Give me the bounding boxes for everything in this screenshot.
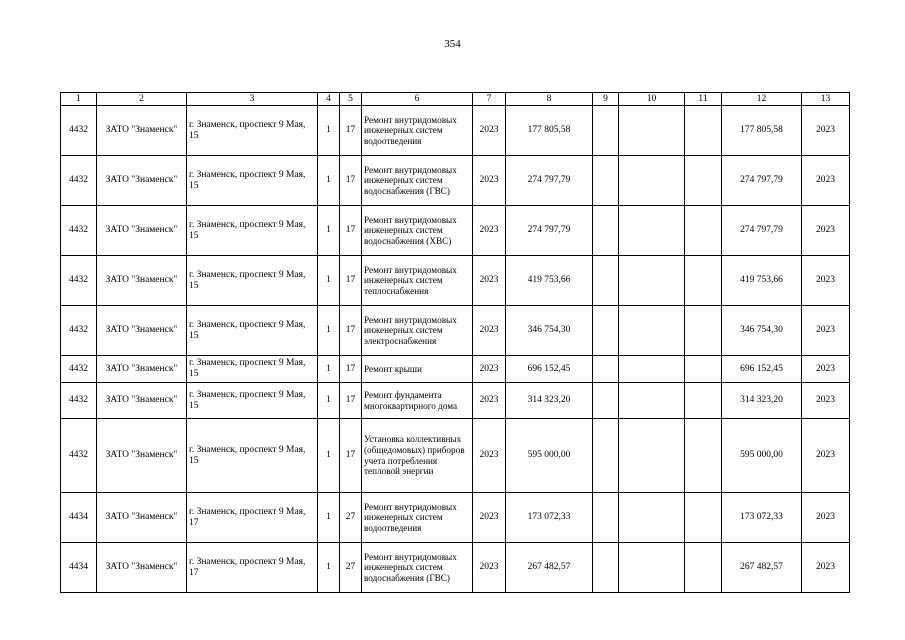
fund-cost: 346 754,30 bbox=[722, 306, 802, 356]
col4-value: 1 bbox=[318, 106, 340, 156]
col5-value: 17 bbox=[340, 256, 362, 306]
col11-value bbox=[685, 356, 722, 383]
year: 2023 bbox=[473, 543, 506, 593]
col5-value: 27 bbox=[340, 543, 362, 593]
column-header: 8 bbox=[506, 93, 593, 106]
col4-value: 1 bbox=[318, 356, 340, 383]
col9-value bbox=[593, 356, 619, 383]
column-header: 3 bbox=[187, 93, 318, 106]
col10-value bbox=[619, 156, 685, 206]
completion-year: 2023 bbox=[802, 493, 850, 543]
municipality: ЗАТО "Знаменск" bbox=[97, 543, 187, 593]
address: г. Знаменск, проспект 9 Мая, 15 bbox=[187, 419, 318, 493]
municipality: ЗАТО "Знаменск" bbox=[97, 383, 187, 419]
col5-value: 17 bbox=[340, 106, 362, 156]
col9-value bbox=[593, 306, 619, 356]
completion-year: 2023 bbox=[802, 256, 850, 306]
address: г. Знаменск, проспект 9 Мая, 15 bbox=[187, 206, 318, 256]
municipality: ЗАТО "Знаменск" bbox=[97, 356, 187, 383]
col11-value bbox=[685, 256, 722, 306]
fund-cost: 173 072,33 bbox=[722, 493, 802, 543]
work-type: Установка коллективных (общедомовых) приборов учета потребления тепловой энергии bbox=[362, 419, 473, 493]
page-number: 354 bbox=[444, 38, 461, 50]
repair-registry-table bbox=[60, 92, 850, 593]
col9-value bbox=[593, 106, 619, 156]
col9-value bbox=[593, 493, 619, 543]
year: 2023 bbox=[473, 106, 506, 156]
col5-value: 17 bbox=[340, 306, 362, 356]
work-type: Ремонт внутридомовых инженерных систем водоснабжения (ГВС) bbox=[362, 543, 473, 593]
col5-value: 17 bbox=[340, 206, 362, 256]
house-id: 4432 bbox=[61, 256, 97, 306]
year: 2023 bbox=[473, 356, 506, 383]
col4-value: 1 bbox=[318, 543, 340, 593]
completion-year: 2023 bbox=[802, 106, 850, 156]
fund-cost: 419 753,66 bbox=[722, 256, 802, 306]
municipality: ЗАТО "Знаменск" bbox=[97, 493, 187, 543]
column-header: 4 bbox=[318, 93, 340, 106]
table-header bbox=[61, 93, 850, 106]
col11-value bbox=[685, 206, 722, 256]
total-cost: 173 072,33 bbox=[506, 493, 593, 543]
total-cost: 696 152,45 bbox=[506, 356, 593, 383]
house-id: 4434 bbox=[61, 543, 97, 593]
year: 2023 bbox=[473, 419, 506, 493]
column-header: 9 bbox=[593, 93, 619, 106]
table-row bbox=[61, 383, 850, 419]
table-row bbox=[61, 356, 850, 383]
year: 2023 bbox=[473, 306, 506, 356]
col10-value bbox=[619, 106, 685, 156]
col9-value bbox=[593, 419, 619, 493]
column-header: 2 bbox=[97, 93, 187, 106]
house-id: 4432 bbox=[61, 383, 97, 419]
col11-value bbox=[685, 156, 722, 206]
col5-value: 27 bbox=[340, 493, 362, 543]
fund-cost: 274 797,79 bbox=[722, 206, 802, 256]
house-id: 4434 bbox=[61, 493, 97, 543]
col5-value: 17 bbox=[340, 419, 362, 493]
fund-cost: 274 797,79 bbox=[722, 156, 802, 206]
completion-year: 2023 bbox=[802, 206, 850, 256]
col10-value bbox=[619, 493, 685, 543]
col10-value bbox=[619, 383, 685, 419]
col5-value: 17 bbox=[340, 156, 362, 206]
col9-value bbox=[593, 206, 619, 256]
municipality: ЗАТО "Знаменск" bbox=[97, 306, 187, 356]
column-header: 7 bbox=[473, 93, 506, 106]
municipality: ЗАТО "Знаменск" bbox=[97, 106, 187, 156]
col11-value bbox=[685, 306, 722, 356]
total-cost: 274 797,79 bbox=[506, 206, 593, 256]
address: г. Знаменск, проспект 9 Мая, 15 bbox=[187, 383, 318, 419]
table-row bbox=[61, 419, 850, 493]
table-row bbox=[61, 306, 850, 356]
fund-cost: 595 000,00 bbox=[722, 419, 802, 493]
col9-value bbox=[593, 543, 619, 593]
column-number-row bbox=[61, 93, 850, 106]
completion-year: 2023 bbox=[802, 419, 850, 493]
address: г. Знаменск, проспект 9 Мая, 17 bbox=[187, 493, 318, 543]
total-cost: 314 323,20 bbox=[506, 383, 593, 419]
col5-value: 17 bbox=[340, 356, 362, 383]
col4-value: 1 bbox=[318, 306, 340, 356]
table-row bbox=[61, 156, 850, 206]
col11-value bbox=[685, 106, 722, 156]
column-header: 13 bbox=[802, 93, 850, 106]
work-type: Ремонт внутридомовых инженерных систем водоотведения bbox=[362, 493, 473, 543]
col10-value bbox=[619, 543, 685, 593]
house-id: 4432 bbox=[61, 356, 97, 383]
col10-value bbox=[619, 306, 685, 356]
address: г. Знаменск, проспект 9 Мая, 15 bbox=[187, 306, 318, 356]
year: 2023 bbox=[473, 206, 506, 256]
house-id: 4432 bbox=[61, 156, 97, 206]
column-header: 6 bbox=[362, 93, 473, 106]
year: 2023 bbox=[473, 156, 506, 206]
column-header: 10 bbox=[619, 93, 685, 106]
work-type: Ремонт внутридомовых инженерных систем водоотведения bbox=[362, 106, 473, 156]
address: г. Знаменск, проспект 9 Мая, 15 bbox=[187, 156, 318, 206]
fund-cost: 696 152,45 bbox=[722, 356, 802, 383]
total-cost: 274 797,79 bbox=[506, 156, 593, 206]
address: г. Знаменск, проспект 9 Мая, 15 bbox=[187, 256, 318, 306]
house-id: 4432 bbox=[61, 206, 97, 256]
completion-year: 2023 bbox=[802, 306, 850, 356]
completion-year: 2023 bbox=[802, 543, 850, 593]
house-id: 4432 bbox=[61, 106, 97, 156]
total-cost: 177 805,58 bbox=[506, 106, 593, 156]
work-type: Ремонт внутридомовых инженерных систем теплоснабжения bbox=[362, 256, 473, 306]
col11-value bbox=[685, 383, 722, 419]
table-row bbox=[61, 543, 850, 593]
address: г. Знаменск, проспект 9 Мая, 17 bbox=[187, 543, 318, 593]
col11-value bbox=[685, 419, 722, 493]
house-id: 4432 bbox=[61, 419, 97, 493]
total-cost: 595 000,00 bbox=[506, 419, 593, 493]
table-row bbox=[61, 493, 850, 543]
col10-value bbox=[619, 356, 685, 383]
col10-value bbox=[619, 419, 685, 493]
work-type: Ремонт внутридомовых инженерных систем электроснабжения bbox=[362, 306, 473, 356]
municipality: ЗАТО "Знаменск" bbox=[97, 156, 187, 206]
col4-value: 1 bbox=[318, 419, 340, 493]
municipality: ЗАТО "Знаменск" bbox=[97, 206, 187, 256]
house-id: 4432 bbox=[61, 306, 97, 356]
address: г. Знаменск, проспект 9 Мая, 15 bbox=[187, 356, 318, 383]
col11-value bbox=[685, 543, 722, 593]
completion-year: 2023 bbox=[802, 383, 850, 419]
col4-value: 1 bbox=[318, 383, 340, 419]
col4-value: 1 bbox=[318, 156, 340, 206]
total-cost: 267 482,57 bbox=[506, 543, 593, 593]
work-type: Ремонт крыши bbox=[362, 356, 473, 383]
work-type: Ремонт внутридомовых инженерных систем водоснабжения (ХВС) bbox=[362, 206, 473, 256]
col5-value: 17 bbox=[340, 383, 362, 419]
municipality: ЗАТО "Знаменск" bbox=[97, 256, 187, 306]
col4-value: 1 bbox=[318, 206, 340, 256]
table-row bbox=[61, 256, 850, 306]
column-header: 11 bbox=[685, 93, 722, 106]
work-type: Ремонт внутридомовых инженерных систем водоснабжения (ГВС) bbox=[362, 156, 473, 206]
total-cost: 419 753,66 bbox=[506, 256, 593, 306]
col4-value: 1 bbox=[318, 256, 340, 306]
table-row bbox=[61, 206, 850, 256]
col9-value bbox=[593, 156, 619, 206]
column-header: 1 bbox=[61, 93, 97, 106]
completion-year: 2023 bbox=[802, 156, 850, 206]
completion-year: 2023 bbox=[802, 356, 850, 383]
col9-value bbox=[593, 256, 619, 306]
column-header: 12 bbox=[722, 93, 802, 106]
year: 2023 bbox=[473, 256, 506, 306]
col11-value bbox=[685, 493, 722, 543]
fund-cost: 314 323,20 bbox=[722, 383, 802, 419]
fund-cost: 267 482,57 bbox=[722, 543, 802, 593]
col4-value: 1 bbox=[318, 493, 340, 543]
col10-value bbox=[619, 256, 685, 306]
fund-cost: 177 805,58 bbox=[722, 106, 802, 156]
column-header: 5 bbox=[340, 93, 362, 106]
col10-value bbox=[619, 206, 685, 256]
table-row bbox=[61, 106, 850, 156]
work-type: Ремонт фундамента многоквартирного дома bbox=[362, 383, 473, 419]
total-cost: 346 754,30 bbox=[506, 306, 593, 356]
municipality: ЗАТО "Знаменск" bbox=[97, 419, 187, 493]
address: г. Знаменск, проспект 9 Мая, 15 bbox=[187, 106, 318, 156]
year: 2023 bbox=[473, 383, 506, 419]
col9-value bbox=[593, 383, 619, 419]
year: 2023 bbox=[473, 493, 506, 543]
